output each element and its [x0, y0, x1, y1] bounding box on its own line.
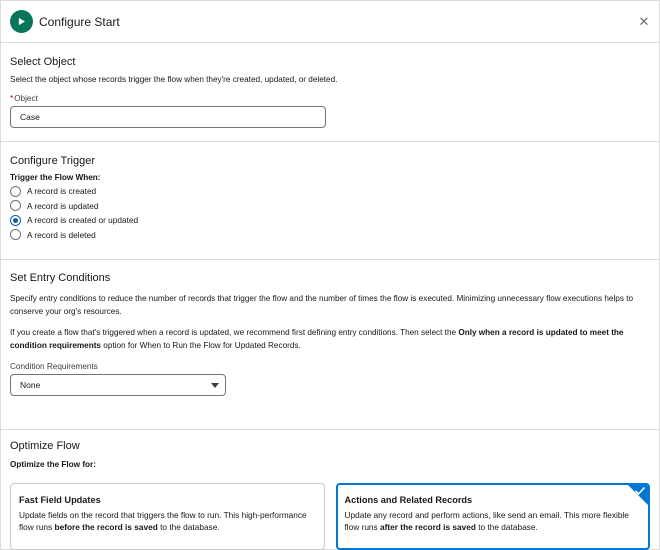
trigger-radio-group [10, 184, 650, 242]
close-icon: ✕ [638, 13, 650, 29]
radio-deleted[interactable] [10, 229, 21, 240]
radio-label-created: A record is created [27, 186, 97, 197]
entry-conditions-recommendation [10, 326, 650, 352]
required-marker: * [10, 94, 14, 103]
card-title-fast-field-updates: Fast Field Updates [19, 495, 101, 505]
section-title-entry-conditions: Set Entry Conditions [10, 272, 111, 284]
trigger-option-updated[interactable] [10, 199, 650, 214]
optimize-cards [10, 483, 650, 550]
select-object-description: Select the object whose records trigger the flow when they're created, updated, or deleted. [10, 75, 338, 84]
play-icon [10, 10, 33, 33]
section-title-select-object: Select Object [10, 56, 76, 68]
trigger-option-created-or-updated[interactable] [10, 213, 650, 228]
card-desc-fast-field-updates [19, 510, 316, 533]
card-desc-text-start: Update any record and perform actions, like send an email. This more flexible flow runs [344, 510, 629, 532]
radio-updated[interactable] [10, 200, 21, 211]
configure-trigger-section [1, 142, 659, 260]
card-desc-bold: before the record is saved [54, 521, 158, 532]
trigger-option-created[interactable] [10, 184, 650, 199]
card-desc-actions-and-related-records [345, 510, 642, 533]
card-fast-field-updates[interactable] [10, 483, 325, 550]
recommendation-text-start: If you create a flow that's triggered when a record is updated, we recommend first defining entry conditions. Then select the [10, 328, 459, 337]
trigger-label: Trigger the Flow When: [10, 173, 101, 182]
condition-requirements-select[interactable] [10, 374, 226, 396]
checkmark-icon [634, 486, 646, 496]
chevron-down-icon [211, 383, 219, 388]
card-actions-and-related-records[interactable] [336, 483, 651, 550]
modal-header [1, 1, 659, 43]
close-button[interactable] [636, 13, 652, 29]
card-title-actions-and-related-records: Actions and Related Records [344, 495, 473, 505]
optimize-flow-section [1, 430, 659, 550]
recommendation-text-end: option for When to Run the Flow for Updated Records. [100, 341, 301, 350]
recommendation-bold-option: Only when a record is updated to meet the condition requirements [10, 328, 624, 350]
entry-conditions-description: Specify entry conditions to reduce the number of records that trigger the flow and the number of times the flow is executed. Minimizing unnecessary flow executions helps to conserve your org's resources. [10, 294, 634, 316]
card-desc-text-start: Update fields on the record that triggers the flow to run. This high-performance flow runs [19, 510, 307, 532]
trigger-option-deleted[interactable] [10, 228, 650, 243]
radio-label-deleted: A record is deleted [27, 229, 96, 240]
condition-requirements-label: Condition Requirements [10, 362, 98, 371]
select-object-section [1, 43, 659, 142]
card-desc-bold: after the record is saved [380, 521, 476, 532]
radio-created-or-updated[interactable] [10, 215, 21, 226]
entry-conditions-section [1, 260, 659, 430]
section-title-optimize-flow: Optimize Flow [10, 440, 80, 452]
radio-label-updated: A record is updated [27, 200, 99, 211]
object-input[interactable] [10, 106, 326, 128]
section-title-configure-trigger: Configure Trigger [10, 155, 95, 167]
optimize-flow-label: Optimize the Flow for: [10, 460, 96, 469]
condition-requirements-value: None [20, 380, 41, 390]
object-field-label [10, 94, 650, 103]
radio-label-created-or-updated: A record is created or updated [27, 215, 139, 226]
card-desc-text-end: to the database. [475, 521, 538, 532]
radio-created[interactable] [10, 186, 21, 197]
object-input-value: Case [20, 112, 40, 122]
modal-title: Configure Start [39, 14, 120, 29]
object-label-text: Object [14, 94, 38, 103]
card-desc-text-end: to the database. [157, 521, 220, 532]
